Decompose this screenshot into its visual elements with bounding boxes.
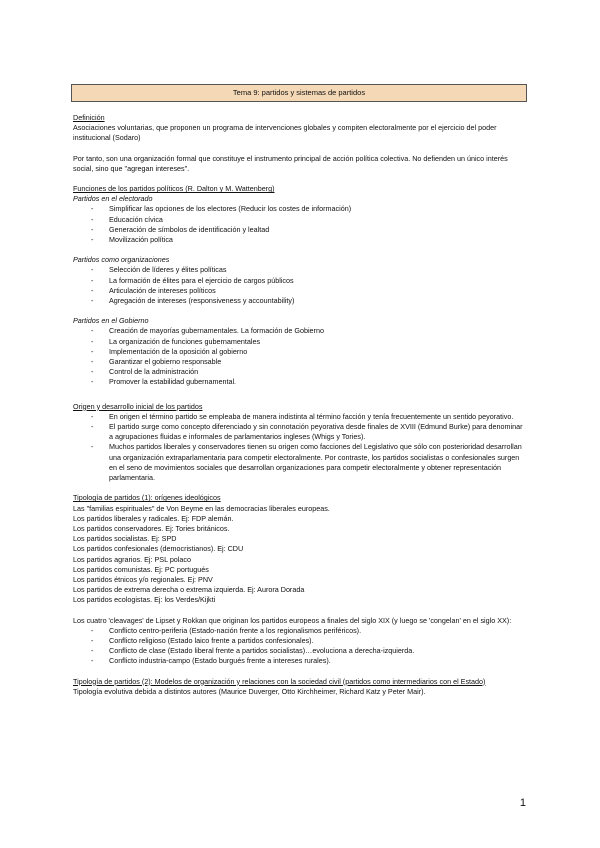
tipologia-line: Los partidos étnicos y/o regionales. Ej: PNV: [73, 574, 213, 584]
list-item: - Conflicto religioso (Estado laico frente a partidos confesionales).: [73, 636, 527, 646]
subheading-electorado: Partidos en el electorado: [73, 194, 153, 204]
list-item: - Implementación de la oposición al gobierno: [73, 347, 527, 357]
list-item: - En origen el término partido se empleaba de manera indistinta al término facción y tenía frecuentemente un sentido peyorativo.: [73, 412, 527, 422]
list-item: - El partido surge como concepto diferenciado y sin connotación peyorativa desde finales de XVIII (Edmund Burke) para denominar a agrupaciones fluidas e informales de parlamentarios ingleses (Whigs y Tories).: [73, 422, 527, 442]
page-title: Tema 9: partidos y sistemas de partidos: [71, 84, 527, 102]
list-item: - Agregación de intereses (responsiveness y accountability): [73, 296, 527, 306]
tipologia-line: Las "familias espirituales" de Von Beyme en las democracias liberales europeas.: [73, 503, 330, 513]
definicion-paragraph-1: Asociaciones voluntarias, que proponen un programa de intervenciones globales y compiten electoralmente por el ejercicio del poder institucional (Sodaro): [73, 123, 497, 143]
list-cleavages: [73, 626, 527, 667]
list-item: - Simplificar las opciones de los electores (Reducir los costes de información): [73, 204, 527, 214]
section-heading-tipologia-2: Tipología de partidos (2): Modelos de organización y relaciones con la sociedad civil (partidos como intermediarios con el Estado): [73, 676, 486, 686]
definicion-paragraph-2: Por tanto, son una organización formal que constituye el instrumento principal de acción política colectiva. No defienden un único interés social, sino que "agregan intereses".: [73, 153, 508, 173]
list-item: - Articulación de intereses políticos: [73, 286, 527, 296]
list-item: - Movilización política: [73, 235, 527, 245]
list-item: - Creación de mayorías gubernamentales. La formación de Gobierno: [73, 326, 527, 336]
list-item: - Conflicto de clase (Estado liberal frente a partidos socialistas)…evoluciona a derecha-izquierda.: [73, 646, 527, 656]
list-electorado: [73, 204, 527, 245]
tipologia-line: Los partidos conservadores. Ej: Tories británicos.: [73, 523, 230, 533]
list-item: - La organización de funciones gubernamentales: [73, 337, 527, 347]
cleavages-intro: Los cuatro 'cleavages' de Lipset y Rokkan que originan los partidos europeos a finales del siglo XIX (y luego se 'congelan' en el siglo XX):: [73, 615, 512, 625]
tipologia-line: Los partidos de extrema derecha o extrema izquierda. Ej: Aurora Dorada: [73, 585, 305, 595]
tipologia-line: Los partidos confesionales (democristianos). Ej: CDU: [73, 544, 244, 554]
section-heading-definicion: Definición: [73, 113, 105, 122]
tipologia-line: Los partidos liberales y radicales. Ej: FDP alemán.: [73, 513, 234, 523]
list-item: - Selección de líderes y élites políticas: [73, 265, 527, 275]
section-heading-origen: Origen y desarrollo inicial de los partidos: [73, 401, 203, 411]
list-item: - Conflicto centro-periferia (Estado-nación frente a los regionalismos periféricos).: [73, 626, 527, 636]
subheading-organizaciones: Partidos como organizaciones: [73, 255, 170, 265]
list-gobierno: [73, 326, 527, 387]
tipologia-line: Los partidos ecologistas. Ej: los Verdes/Kijkti: [73, 595, 216, 605]
document-body: [73, 113, 527, 697]
list-item: - Promover la estabilidad gubernamental.: [73, 377, 527, 387]
list-item: - Garantizar el gobierno responsable: [73, 357, 527, 367]
tipologia-2-paragraph: Tipología evolutiva debida a distintos autores (Maurice Duverger, Otto Kirchheimer, Richard Katz y Peter Mair).: [73, 686, 426, 696]
list-item: - La formación de élites para el ejercicio de cargos públicos: [73, 276, 527, 286]
list-item: - Conflicto industria-campo (Estado burgués frente a intereses rurales).: [73, 656, 527, 666]
list-item: - Educación cívica: [73, 215, 527, 225]
list-item: - Control de la administración: [73, 367, 527, 377]
tipologia-line: Los partidos agrarios. Ej: PSL polaco: [73, 554, 191, 564]
subheading-gobierno: Partidos en el Gobierno: [73, 316, 149, 326]
list-item: - Muchos partidos liberales y conservadores tienen su origen como facciones del Legislativo que sólo con posterioridad desarrollan una organización extraparlamentaria para competir electoralmente. Por contraste, los partidos socialistas o confesionales surgen en el seno de movimientos sociales que desarrollan organizaciones para competir electoralmente y obtener representación parlamentaria.: [73, 442, 527, 483]
section-heading-tipologia-1: Tipología de partidos (1): orígenes ideológicos: [73, 493, 221, 503]
page-number: 1: [519, 797, 526, 809]
list-item: - Generación de símbolos de identificación y lealtad: [73, 225, 527, 235]
section-heading-funciones: Funciones de los partidos políticos (R. Dalton y M. Wattenberg): [73, 184, 275, 194]
tipologia-line: Los partidos comunistas. Ej: PC portugués: [73, 564, 209, 574]
list-organizaciones: [73, 265, 527, 306]
list-origen: [73, 412, 527, 483]
tipologia-line: Los partidos socialistas. Ej: SPD: [73, 534, 177, 544]
